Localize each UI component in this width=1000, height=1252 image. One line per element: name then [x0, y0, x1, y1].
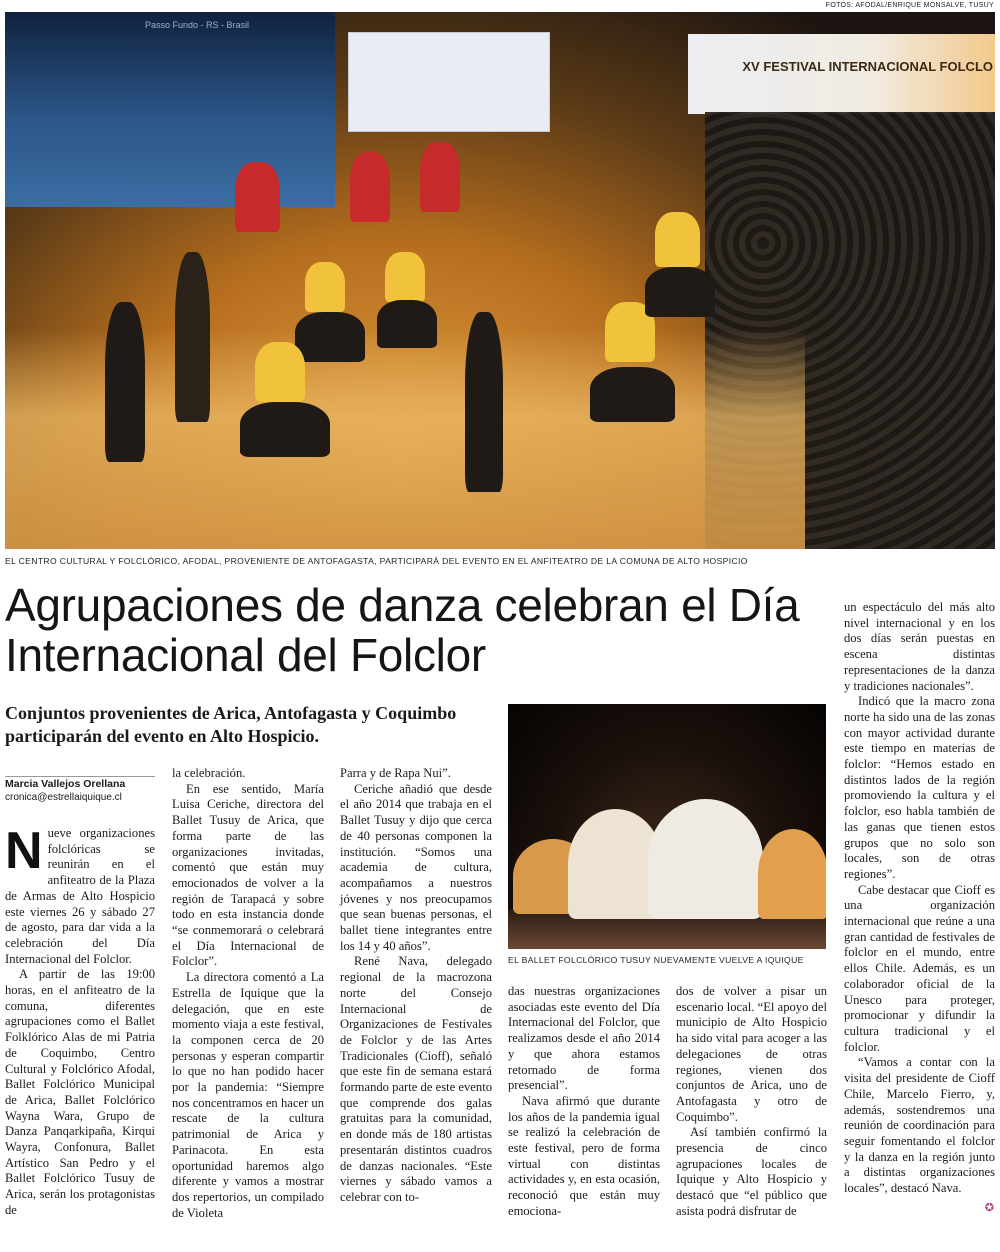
paragraph: Nava afirmó que durante los años de la pandemia igual se realizó la celebración de este festival, pero de forma virtual con distintas actividades y, en esta ocasión, reconoció que están muy emociona- — [508, 1093, 660, 1218]
subhead: Conjuntos provenientes de Arica, Antofagasta y Coquimbo participarán del evento en Alto Hospicio. — [5, 703, 457, 746]
dancer — [305, 262, 345, 312]
column-6 — [844, 600, 995, 1197]
caption-mid: EL BALLET FOLCLÓRICO TUSUY NUEVAMENTE VUELVE A IQUIQUE — [508, 955, 804, 965]
paragraph: Cabe destacar que Cioff es una organización internacional que reúne a una gran cantidad de festivales de folclor en el mundo, entre ellos Chile. Además, es un colaborador oficial de la Unesco para proteger, promocionar y difundir la cultura tradicional y el folclor. — [844, 882, 995, 1054]
festival-banner-text: XV FESTIVAL INTERNACIONAL FOLCLO — [742, 59, 993, 74]
musician — [420, 142, 460, 212]
photo-credit: FOTOS: AFODAL/ENRIQUE MONSALVE, TUSUY — [825, 2, 994, 9]
dancer — [385, 252, 425, 302]
author-email: cronica@estrellaiquique.cl — [5, 792, 122, 803]
screen-text: Passo Fundo - RS - Brasil — [145, 20, 250, 30]
column-3 — [340, 766, 492, 1206]
column-4 — [508, 984, 660, 1220]
dancer-skirt — [590, 367, 675, 422]
column-1 — [5, 822, 155, 1219]
middle-photo-ballet — [508, 704, 826, 949]
paragraph: La directora comentó a La Estrella de Iquique que la delegación, que en este momento viaja a este festival, la componen cerca de 20 personas y esperan compartir lo que no han podido hacer por la pandemia: “Siempre nos concentramos en hacer un rescate de la cultura patrimonial de Arica y Parinacota. En esta oportunidad haremos algo diferente y vamos a mostrar dos repertorios, un compilado de Violeta — [172, 970, 324, 1220]
top-photo-dancers — [5, 12, 995, 549]
paragraph: En ese sentido, María Luisa Ceriche, directora del Ballet Tusuy de Arica, que forma parte de las organizaciones invitadas, comentó que están muy emocionados de volver a la región de Tarapacá y sobre todo en esta instancia donde “se conmemorará o celebrará el Día Internacional de Folclor”. — [172, 781, 324, 969]
dancer-skirt — [645, 267, 715, 317]
paragraph: das nuestras organizaciones asociadas este evento del Día Internacional del Folclor, que realizamos desde el año 2014 y que ahora estamos retornado de forma presencial”. — [508, 984, 660, 1093]
stage-screen — [5, 12, 335, 207]
paragraph: René Nava, delegado regional de la macrozona norte del Consejo Internacional de Organizaciones de Festivales de Folclor y de las Artes Tradicionales (Cioff), señaló que este fin de semana estará formando parte de este evento que comprende dos galas gratuitas para la comunidad, en donde más de 180 artistas presentarán distintos cuadros de danzas nacionales. “Este viernes y sábado vamos a celebrar con to- — [340, 954, 492, 1204]
paragraph: un espectáculo del más alto nivel internacional y en los dos días serán puestas en escena distintas representaciones de la danza y tradiciones nacionales”. — [844, 600, 995, 693]
dancer — [255, 342, 305, 402]
dancer-skirt — [295, 312, 365, 362]
paragraph: Parra y de Rapa Nui”. — [340, 766, 451, 780]
author-name: Marcia Vallejos Orellana — [5, 778, 126, 790]
musician — [235, 162, 280, 232]
column-5 — [676, 984, 827, 1220]
male-dancer — [175, 252, 210, 422]
dropcap: N — [5, 822, 43, 880]
dancer — [655, 212, 700, 267]
column-2 — [172, 766, 324, 1221]
paragraph: Así también confirmó la presencia de cinco agrupaciones locales de Iquique y Alto Hospicio y destacó que “el público que asista podrá disfrutar de — [676, 1125, 827, 1218]
male-dancer — [465, 312, 503, 492]
paragraph: “Vamos a contar con la visita del presidente de Cioff Chile, Marcelo Fierro, y, además, sostendremos una reunión de coordinación para seguir fomentando el folclor y la danza en la región junto a distintas organizaciones locales”, destacó Nava. — [844, 1055, 995, 1196]
dancer-skirt — [758, 829, 826, 919]
paragraph: la celebración. — [172, 766, 246, 780]
byline — [5, 778, 165, 804]
paragraph: Nueve organizaciones folclóricas se reunirán en el anfiteatro de la Plaza de Armas de Alto Hospicio este viernes 26 y sábado 27 de agosto, para dar vida a la celebración del Día Internacional del Folclor. — [5, 822, 155, 966]
musician — [350, 152, 390, 222]
headline: Agrupaciones de danza celebran el Día Internacional del Folclor — [5, 579, 800, 681]
dancer-skirt — [377, 300, 437, 348]
byline-rule — [5, 776, 155, 777]
paragraph: Indicó que la macro zona norte ha sido una de las zonas con mayor actividad durante este tiempo en materias de folclor: “Hemos estado en distintos lados de la región promoviendo la cultura y el folclor, eso habla también de las ganas que tienen estos grupos que no solo son locales, son de otras regiones”. — [844, 694, 995, 881]
sponsor-banner-right — [688, 34, 995, 114]
paragraph: A partir de las 19:00 horas, en el anfiteatro de la comuna, diferentes agrupaciones como el Ballet Folklórico Alas de mi Patria de Coquimbo, Centro Cultural y Folclórico Afodal, Ballet Folclórico Municipal de Arica, Ballet Folclórico Wayna Wara, Grupo de Danza Panqarkipaña, Kirqui Wayra, Confonura, Ballet Artístico San Pedro y el Ballet Folclórico Tusuy de Arica, serán los protagonistas de — [5, 967, 155, 1217]
paragraph: Ceriche añadió que desde el año 2014 que trabaja en el Ballet Tusuy y dijo que cerca de 40 personas componen la institución. “Somos una academia de cultura, acompañamos a nuestros jóvenes y nos preocupamos que sean buenas personas, el ballet tiene integrantes entre los 14 y 40 años”. — [340, 781, 492, 953]
male-dancer — [105, 302, 145, 462]
dancer-skirt — [240, 402, 330, 457]
dancer-skirt — [648, 799, 763, 919]
sponsor-banner-left — [348, 32, 550, 132]
star-icon: ✪ — [984, 1202, 994, 1214]
paragraph: dos de volver a pisar un escenario local. “El apoyo del municipio de Alto Hospicio ha sido vital para acoger a las delegaciones de otras regiones, vienen dos conjuntos de Arica, uno de Antofagasta y otro de Coquimbo”. — [676, 984, 827, 1124]
caption-top: EL CENTRO CULTURAL Y FOLCLÓRICO, AFODAL, PROVENIENTE DE ANTOFAGASTA, PARTICIPARÁ DEL EVENTO EN EL ANFITEATRO DE LA COMUNA DE ALTO HOSPICIO — [5, 556, 748, 566]
